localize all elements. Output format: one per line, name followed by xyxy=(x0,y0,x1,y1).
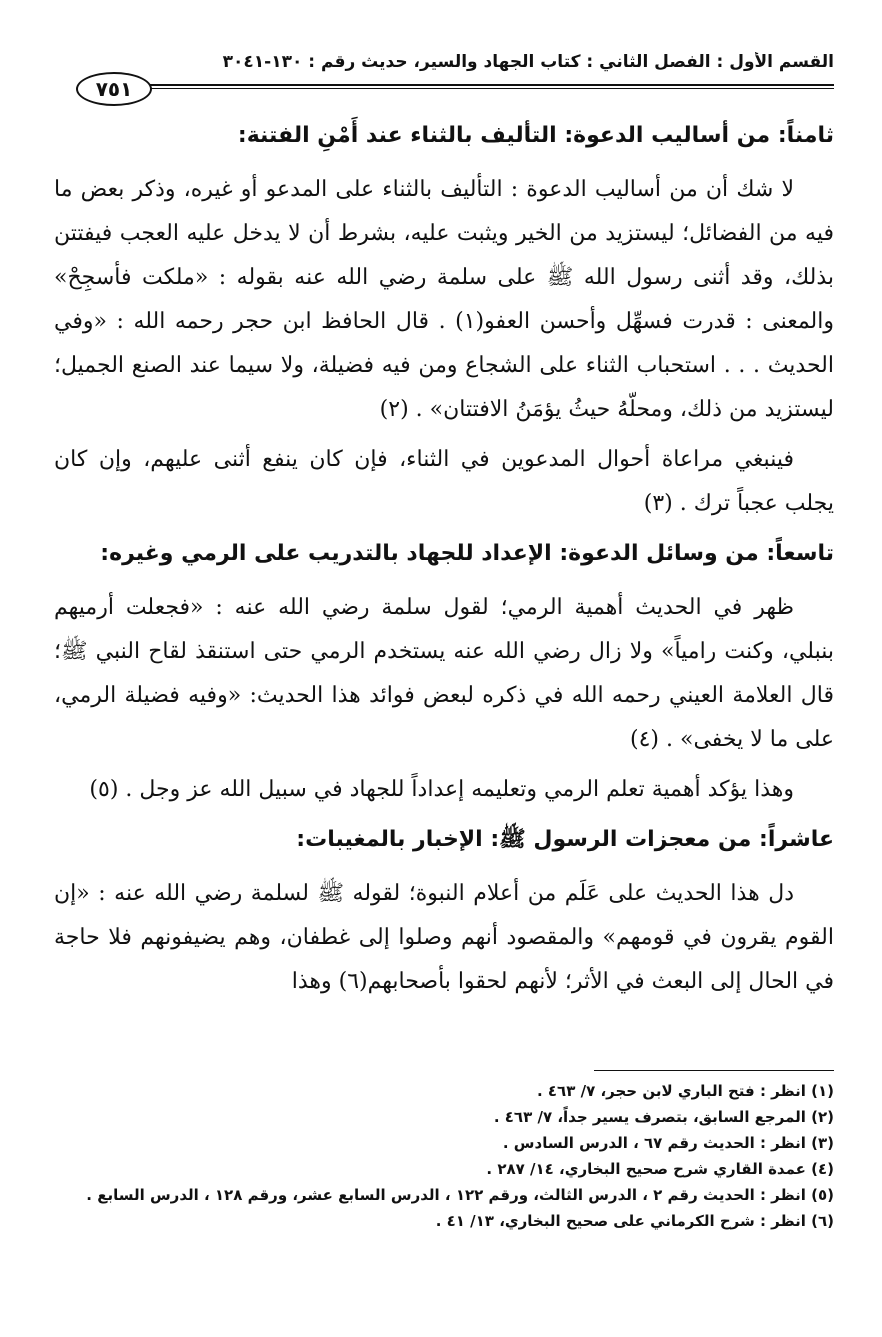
footnote: (١) انظر : فتح الباري لابن حجر، ٧/ ٤٦٣ . xyxy=(536,1082,834,1100)
section-8 xyxy=(54,116,834,526)
body-paragraph: ظهر في الحديث أهمية الرمي؛ لقول سلمة رضي الله عنه : «فجعلت أرميهم بنبلي، وكنت رامياً» ولا زال رضي الله عنه يستخدم الرمي حتى استنقذ لقاح النبي ﷺ؛ قال العلامة العيني رحمه الله في ذكره لبعض فوائد هذا الحديث: «وفيه فضيلة الرمي، على ما لا يخفى» . (٤) xyxy=(54,595,834,752)
footnotes-divider xyxy=(594,1070,834,1071)
footnote: (٤) عمدة القاري شرح صحيح البخاري، ١٤/ ٢٨٧ . xyxy=(486,1160,834,1178)
footnote: (٦) انظر : شرح الكرماني على صحيح البخاري، ١٣/ ٤١ . xyxy=(435,1212,834,1230)
footnote: (٢) المرجع السابق، بتصرف يسير جداً، ٧/ ٤٦٣ . xyxy=(493,1108,834,1126)
footnotes xyxy=(54,1078,834,1234)
section-heading: ثامناً: من أساليب الدعوة: التأليف بالثناء عند أَمْنِ الفتنة: xyxy=(237,123,834,148)
page-number: ٧٥١ xyxy=(76,72,152,106)
section-10 xyxy=(54,820,834,1004)
section-heading: تاسعاً: من وسائل الدعوة: الإعداد للجهاد بالتدريب على الرمي وغيره: xyxy=(100,541,834,566)
body-paragraph: فينبغي مراعاة أحوال المدعوين في الثناء، فإن كان ينفع أثنى عليهم، وإن كان يجلب عجباً ترك . (٣) xyxy=(54,447,834,516)
running-header: القسم الأول : الفصل الثاني : كتاب الجهاد والسير، حديث رقم : ١٣٠-٣٠٤١ xyxy=(222,52,834,72)
footnote: (٣) انظر : الحديث رقم ٦٧ ، الدرس السادس . xyxy=(502,1134,834,1152)
header-rule xyxy=(150,84,834,89)
footnote: (٥) انظر : الحديث رقم ٢ ، الدرس الثالث، ورقم ١٢٢ ، الدرس السابع عشر، ورقم ١٢٨ ، الدرس السابع . xyxy=(86,1186,834,1204)
body-paragraph: لا شك أن من أساليب الدعوة : التأليف بالثناء على المدعو أو غيره، وذكر بعض ما فيه من الفضائل؛ ليستزيد من الخير ويثبت عليه، بشرط أن لا يدخل عليه العجب فيفتتن بذلك، وقد أثنى رسول الله ﷺ على سلمة رضي الله عنه بقوله : «ملكت فأسجِحْ» والمعنى : قدرت فسهِّل وأحسن العفو(١) . قال الحافظ ابن حجر رحمه الله : «وفي الحديث . . . استحباب الثناء على الشجاع ومن فيه فضيلة، ولا سيما عند الصنع الجميل؛ ليستزيد من ذلك، ومحلّهُ حيثُ يؤمَنُ الافتتان» . (٢) xyxy=(54,177,834,422)
section-9 xyxy=(54,534,834,812)
body-paragraph: دل هذا الحديث على عَلَم من أعلام النبوة؛ لقوله ﷺ لسلمة رضي الله عنه : «إن القوم يقرون في قومهم» والمقصود أنهم وصلوا إلى غطفان، وهم يضيفونهم فلا حاجة في الحال إلى البعث في الأثر؛ لأنهم لحقوا بأصحابهم(٦) وهذا xyxy=(54,881,834,994)
section-heading: عاشراً: من معجزات الرسول ﷺ: الإخبار بالمغيبات: xyxy=(296,827,834,852)
main-content xyxy=(54,108,834,1010)
body-paragraph: وهذا يؤكد أهمية تعلم الرمي وتعليمه إعداداً للجهاد في سبيل الله عز وجل . (٥) xyxy=(89,777,794,802)
